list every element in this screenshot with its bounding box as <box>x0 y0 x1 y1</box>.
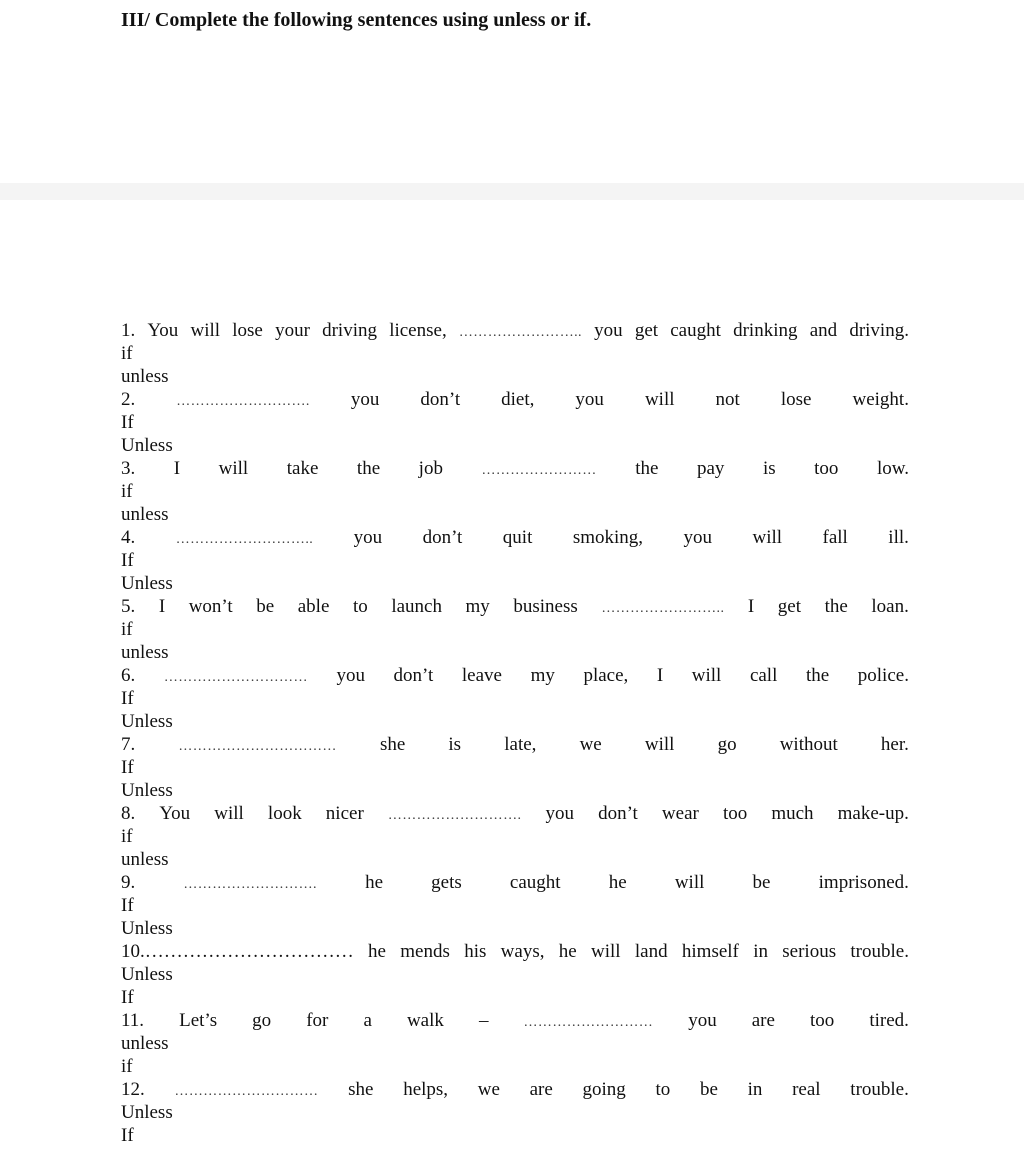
sentence-word: will <box>674 872 705 893</box>
exercise-item <box>121 871 909 940</box>
sentence-word: the <box>805 665 830 686</box>
answer-option[interactable]: If <box>121 1125 134 1146</box>
sentence-word: the <box>356 458 381 479</box>
sentence-word: you <box>575 389 604 410</box>
sentence-word: to <box>352 596 368 617</box>
sentence-word: launch <box>391 596 442 617</box>
sentence-word: will <box>691 665 722 686</box>
sentence-word: in <box>747 1079 763 1100</box>
sentence-word: too <box>810 1010 835 1031</box>
sentence-word: make-up. <box>837 803 909 824</box>
answer-blank[interactable]: ……………………… <box>523 1015 654 1030</box>
sentence-word: be <box>752 872 771 893</box>
sentence-word: without <box>779 734 838 755</box>
sentence-word: he <box>365 872 383 893</box>
sentence-word: late, <box>504 734 537 755</box>
sentence-line <box>121 388 909 411</box>
answer-option[interactable]: Unless <box>121 435 173 456</box>
sentence-word: too <box>814 458 839 479</box>
sentence-word: is <box>448 734 462 755</box>
sentence-word: will <box>214 803 244 824</box>
answer-blank[interactable]: ………………………… <box>174 1084 319 1099</box>
answer-blank[interactable]: ………………………. <box>387 808 522 823</box>
answer-blank[interactable]: ………………………. <box>176 394 310 409</box>
sentence-word: able <box>297 596 330 617</box>
sentence-word: driving. <box>849 320 909 341</box>
sentence-line <box>121 940 909 963</box>
sentence-word: helps, <box>403 1079 449 1100</box>
sentence-word: – <box>478 1010 489 1031</box>
sentence-line <box>121 1009 909 1032</box>
sentence-line <box>121 526 909 549</box>
sentence-line <box>121 733 909 756</box>
answer-option[interactable]: Unless <box>121 964 173 985</box>
sentence-word: will <box>218 458 249 479</box>
exercise-item <box>121 457 909 526</box>
item-number: 9. <box>121 872 136 893</box>
sentence-word: my <box>465 596 490 617</box>
sentence-word: don’t <box>422 527 463 548</box>
sentence-word: too <box>722 803 748 824</box>
exercise-item <box>121 526 909 595</box>
sentence-word: imprisoned. <box>818 872 909 893</box>
sentence-word: will <box>190 320 221 341</box>
sentence-word: and <box>809 320 838 341</box>
sentence-word: go <box>252 1010 272 1031</box>
sentence-word: place, <box>583 665 629 686</box>
sentence-word: we <box>579 734 602 755</box>
sentence-line <box>121 1078 909 1101</box>
sentence-word: loan. <box>871 596 909 617</box>
item-number: 1. <box>121 320 136 341</box>
answer-option[interactable]: unless <box>121 504 169 525</box>
sentence-word: nicer <box>325 803 364 824</box>
sentence-word: business <box>513 596 578 617</box>
sentence-line <box>121 871 909 894</box>
item-number: 12. <box>121 1079 145 1100</box>
answer-option[interactable]: Unless <box>121 1102 173 1123</box>
separator-band <box>0 183 1024 200</box>
exercise-item <box>121 802 909 871</box>
sentence-word: you <box>353 527 383 548</box>
sentence-word: a <box>363 1010 372 1031</box>
sentence-word: her. <box>880 734 909 755</box>
sentence-word: don’t <box>598 803 638 824</box>
answer-option[interactable]: Unless <box>121 711 173 732</box>
sentence-word: the <box>824 596 848 617</box>
sentence-word: pay <box>696 458 725 479</box>
sentence-word: caught <box>509 872 561 893</box>
sentence-word: You <box>159 803 191 824</box>
sentence-word: fall <box>822 527 848 548</box>
exercise-item <box>121 388 909 457</box>
sentence-word: don’t <box>393 665 434 686</box>
sentence-word: police. <box>857 665 909 686</box>
sentence-word: go <box>717 734 737 755</box>
sentence-word: she <box>348 1079 374 1100</box>
item-number: 10.…………………………… <box>121 941 354 962</box>
sentence-word: You <box>147 320 179 341</box>
exercise-item <box>121 1009 909 1078</box>
sentence-word: he <box>368 941 386 962</box>
sentence-word: trouble. <box>850 1079 909 1100</box>
sentence-word: will <box>644 734 675 755</box>
sentence-word: my <box>530 665 555 686</box>
sentence-word: serious <box>782 941 837 962</box>
sentence-word: to <box>655 1079 671 1100</box>
answer-option[interactable]: If <box>121 757 134 778</box>
sentence-word: for <box>306 1010 329 1031</box>
answer-option[interactable]: unless <box>121 1033 169 1054</box>
sentence-word: get <box>777 596 802 617</box>
exercise-item <box>121 940 909 1009</box>
item-number: 8. <box>121 803 136 824</box>
item-number: 3. <box>121 458 136 479</box>
exercise-item <box>121 733 909 802</box>
exercise-item <box>121 664 909 733</box>
sentence-word: quit <box>502 527 533 548</box>
sentence-word: you <box>688 1010 717 1031</box>
sentence-word: you <box>350 389 380 410</box>
sentence-word: caught <box>670 320 721 341</box>
sentence-word: be <box>256 596 275 617</box>
sentence-line <box>121 457 909 480</box>
sentence-word: walk <box>406 1010 444 1031</box>
item-number: 5. <box>121 596 136 617</box>
page-title: III/ Complete the following sentences using unless or if. <box>121 9 592 31</box>
answer-blank[interactable]: …………………….. <box>601 601 725 616</box>
answer-option[interactable]: if <box>121 619 133 640</box>
sentence-word: wear <box>661 803 699 824</box>
sentence-word: diet, <box>501 389 535 410</box>
sentence-word: be <box>699 1079 718 1100</box>
sentence-word: is <box>762 458 776 479</box>
sentence-word: not <box>715 389 740 410</box>
answer-option[interactable]: unless <box>121 366 169 387</box>
sentence-word: get <box>634 320 659 341</box>
answer-option[interactable]: unless <box>121 849 169 870</box>
answer-blank[interactable]: ………………………… <box>163 670 308 685</box>
item-number: 7. <box>121 734 136 755</box>
sentence-word: leave <box>461 665 502 686</box>
sentence-word: call <box>749 665 778 686</box>
sentence-word: license, <box>389 320 447 341</box>
sentence-word: weight. <box>852 389 909 410</box>
sentence-word: smoking, <box>572 527 644 548</box>
sentence-line <box>121 319 909 342</box>
sentence-word: she <box>379 734 406 755</box>
answer-option[interactable]: Unless <box>121 918 173 939</box>
sentence-word: will <box>591 941 621 962</box>
sentence-word: don’t <box>420 389 461 410</box>
answer-option[interactable]: if <box>121 481 133 502</box>
answer-blank[interactable]: …………………… <box>481 463 597 478</box>
sentence-word: we <box>477 1079 500 1100</box>
sentence-line <box>121 802 909 825</box>
answer-option[interactable]: if <box>121 343 133 364</box>
sentence-word: I <box>158 596 166 617</box>
exercise-item <box>121 1078 909 1147</box>
sentence-word: I <box>173 458 181 479</box>
answer-option[interactable]: unless <box>121 642 169 663</box>
sentence-word: gets <box>431 872 462 893</box>
exercise-list <box>121 319 909 1147</box>
sentence-word: going <box>582 1079 626 1100</box>
answer-blank[interactable]: …………………………… <box>178 739 337 754</box>
answer-option[interactable]: if <box>121 1056 133 1077</box>
answer-blank[interactable]: ……………………….. <box>175 532 314 547</box>
sentence-word: mends <box>400 941 450 962</box>
sentence-word: tired. <box>869 1010 909 1031</box>
sentence-word: you <box>336 665 365 686</box>
sentence-word: lose <box>232 320 263 341</box>
sentence-word: ill. <box>888 527 909 548</box>
sentence-word: land <box>634 941 668 962</box>
sentence-word: drinking <box>733 320 798 341</box>
sentence-word: your <box>275 320 310 341</box>
sentence-word: job <box>418 458 443 479</box>
sentence-word: low. <box>876 458 909 479</box>
sentence-word: I <box>747 596 755 617</box>
sentence-word: the <box>635 458 659 479</box>
sentence-word: much <box>771 803 814 824</box>
sentence-word: Let’s <box>179 1010 218 1031</box>
sentence-word: take <box>286 458 319 479</box>
answer-option[interactable]: If <box>121 688 134 709</box>
answer-option[interactable]: Unless <box>121 573 173 594</box>
sentence-word: are <box>529 1079 553 1100</box>
sentence-word: ways, <box>500 941 545 962</box>
answer-option[interactable]: If <box>121 895 134 916</box>
answer-blank[interactable]: …………………….. <box>458 325 582 340</box>
answer-blank[interactable]: ………………………. <box>183 877 317 892</box>
sentence-word: I <box>656 665 664 686</box>
sentence-word: he <box>608 872 627 893</box>
sentence-word: driving <box>322 320 377 341</box>
answer-option[interactable]: Unless <box>121 780 173 801</box>
exercise-item <box>121 595 909 664</box>
sentence-word: will <box>752 527 783 548</box>
sentence-word: look <box>267 803 302 824</box>
answer-option[interactable]: If <box>121 987 134 1008</box>
answer-option[interactable]: if <box>121 826 133 847</box>
sentence-word: trouble. <box>850 941 909 962</box>
answer-option[interactable]: If <box>121 550 134 571</box>
sentence-word: won’t <box>188 596 233 617</box>
item-number: 11. <box>121 1010 145 1031</box>
exercise-item <box>121 319 909 388</box>
sentence-word: his <box>464 941 487 962</box>
sentence-line <box>121 595 909 618</box>
sentence-word: real <box>792 1079 821 1100</box>
item-number: 6. <box>121 665 136 686</box>
sentence-word: himself <box>681 941 739 962</box>
sentence-word: lose <box>780 389 812 410</box>
sentence-word: you <box>594 320 623 341</box>
sentence-word: he <box>558 941 577 962</box>
answer-option[interactable]: If <box>121 412 134 433</box>
sentence-word: are <box>751 1010 775 1031</box>
item-number: 4. <box>121 527 136 548</box>
item-number: 2. <box>121 389 136 410</box>
sentence-word: in <box>753 941 768 962</box>
sentence-word: you <box>545 803 574 824</box>
sentence-line <box>121 664 909 687</box>
sentence-word: you <box>683 527 712 548</box>
sentence-word: will <box>644 389 675 410</box>
